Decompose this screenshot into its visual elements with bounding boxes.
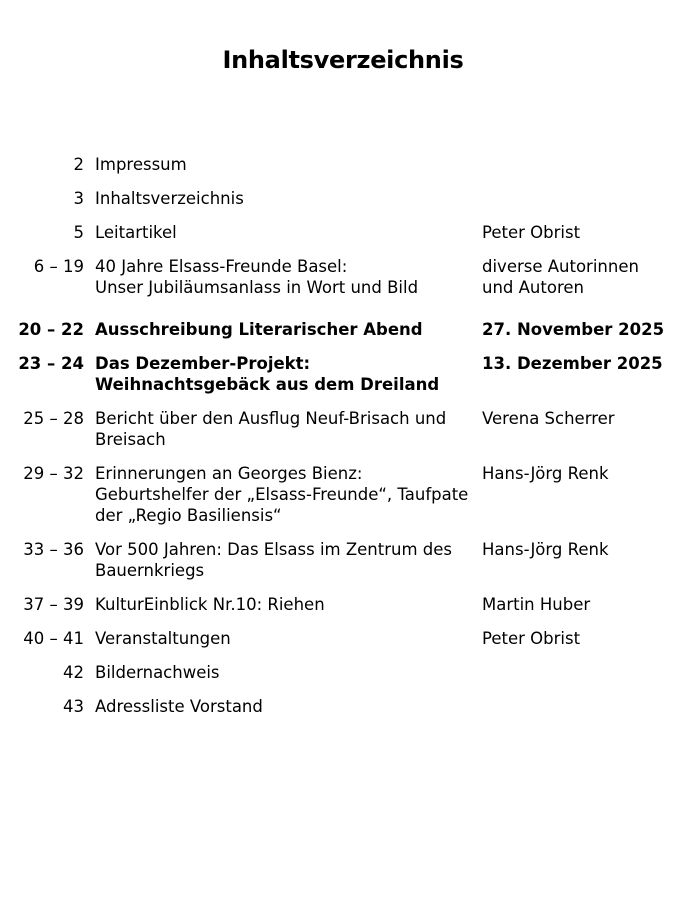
toc-title [95, 696, 465, 717]
toc-page-range: 33 – 36 [23, 540, 84, 559]
toc-title-line: Bauernkriegs [95, 561, 205, 580]
toc-author-line: Hans-Jörg Renk [482, 540, 609, 559]
toc-title [95, 463, 469, 526]
toc-entry-veranstaltungen [0, 628, 693, 649]
toc-page-range: 3 [73, 189, 84, 208]
toc-title [95, 256, 465, 298]
toc-title-line: Das Dezember-Projekt: [95, 354, 311, 373]
toc-title [95, 222, 465, 243]
toc-title [95, 594, 465, 615]
toc-entry-impressum [0, 154, 693, 175]
toc-entry-bienz [0, 463, 693, 526]
toc-author [482, 222, 692, 243]
toc-author [482, 256, 692, 298]
toc-page-range: 25 – 28 [23, 409, 84, 428]
page-title: Inhaltsverzeichnis [222, 46, 464, 74]
toc-title-line: Impressum [95, 155, 187, 174]
toc-title-line: Geburtshelfer der „Elsass-Freunde“, Taufpate [95, 485, 469, 504]
toc-title-line: Bericht über den Ausflug Neuf-Brisach und [95, 409, 447, 428]
toc-entry-leitartikel [0, 222, 693, 243]
toc-title-line: KulturEinblick Nr.10: Riehen [95, 595, 325, 614]
toc-title-line: Unser Jubiläumsanlass in Wort und Bild [95, 278, 419, 297]
toc-entry-adressliste [0, 696, 693, 717]
toc-title-line: Adressliste Vorstand [95, 697, 263, 716]
toc-title [95, 539, 465, 581]
toc-author-line: Martin Huber [482, 595, 591, 614]
toc-entry-jubilaeum [0, 256, 693, 298]
toc-title [95, 353, 465, 395]
toc-title [95, 408, 465, 450]
toc-author-line: Peter Obrist [482, 223, 581, 242]
toc-title [95, 628, 465, 649]
toc-title [95, 662, 465, 683]
toc-page-range: 29 – 32 [23, 464, 84, 483]
toc-author-line: und Autoren [482, 278, 584, 297]
toc-author [482, 463, 692, 484]
toc-entry-kultureinblick [0, 594, 693, 615]
toc-title [95, 188, 465, 209]
toc-title [95, 154, 465, 175]
toc-author [482, 539, 692, 560]
toc-entry-inhaltsverzeichnis [0, 188, 693, 209]
toc-event-date [482, 353, 692, 374]
toc-author-line: Peter Obrist [482, 629, 581, 648]
toc-page-range: 40 – 41 [23, 629, 84, 648]
toc-title-line: Bildernachweis [95, 663, 220, 682]
toc-title-line: Inhaltsverzeichnis [95, 189, 244, 208]
toc-page-range: 42 [63, 663, 84, 682]
toc-entry-literarischer-abend [0, 319, 693, 340]
toc-author [482, 594, 692, 615]
toc-author-line: Hans-Jörg Renk [482, 464, 609, 483]
toc-title-line: Ausschreibung Literarischer Abend [95, 320, 423, 339]
toc-title-line: Vor 500 Jahren: Das Elsass im Zentrum des [95, 540, 453, 559]
toc-title-line: Erinnerungen an Georges Bienz: [95, 464, 363, 483]
toc-title-line: Veranstaltungen [95, 629, 231, 648]
toc-title-line: Breisach [95, 430, 166, 449]
toc-title [95, 319, 465, 340]
toc-page-range: 6 – 19 [33, 257, 84, 276]
toc-author-line: Verena Scherrer [482, 409, 615, 428]
toc-title-line: 40 Jahre Elsass-Freunde Basel: [95, 257, 348, 276]
toc-title-line: Weihnachtsgebäck aus dem Dreiland [95, 375, 440, 394]
toc-author [482, 408, 692, 429]
toc-page-range: 20 – 22 [18, 320, 84, 339]
table-of-contents [0, 154, 693, 717]
toc-entry-dezember-projekt [0, 353, 693, 395]
toc-author-line: diverse Autorinnen [482, 257, 639, 276]
toc-event-date [482, 319, 692, 340]
toc-page-range: 43 [63, 697, 84, 716]
toc-entry-bauernkrieg [0, 539, 693, 581]
toc-title-line: der „Regio Basiliensis“ [95, 506, 282, 525]
toc-page-range: 2 [73, 155, 84, 174]
toc-page-range: 37 – 39 [23, 595, 84, 614]
toc-author [482, 628, 692, 649]
toc-page-range: 23 – 24 [18, 354, 84, 373]
toc-entry-ausflug [0, 408, 693, 450]
toc-page-range: 5 [73, 223, 84, 242]
toc-entry-bildernachweis [0, 662, 693, 683]
toc-author-line: 27. November 2025 [482, 320, 665, 339]
toc-title-line: Leitartikel [95, 223, 177, 242]
toc-author-line: 13. Dezember 2025 [482, 354, 663, 373]
